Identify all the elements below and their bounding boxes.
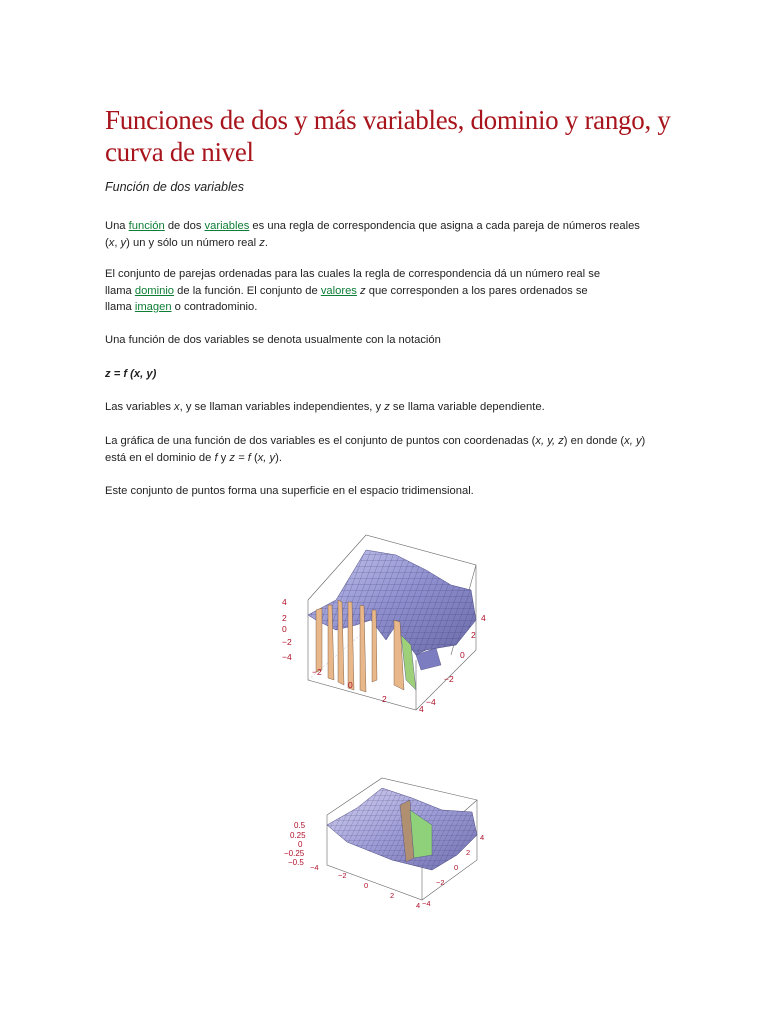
text: llama [105,284,135,297]
z-tick: 0.25 [290,831,306,840]
text: Las variables [105,401,175,413]
link-imagen[interactable]: imagen [134,301,172,313]
z-tick: 0.5 [294,821,306,830]
text: llama [105,301,135,313]
y-tick: 4 [480,833,485,842]
z-tick: −0.5 [288,858,304,867]
x-tick: 0 [348,680,353,690]
text: ) en donde ( [563,435,625,447]
surface-plot-2 [282,770,492,915]
paragraph-graph [105,433,665,466]
formula: z = f (x, y) [105,368,157,380]
text: está en el dominio de [105,451,215,464]
text: que corresponden a los pares ordenados se [365,284,588,297]
text: ) un y sólo un número real [126,236,260,249]
text: El conjunto de parejas ordenadas para las cuales la regla de correspondencia dá un número real se [105,268,601,280]
text: La gráfica de una función de dos variables es el conjunto de puntos con coordenadas ( [105,435,536,447]
text: , [114,236,121,249]
z-tick: −0.25 [284,849,305,858]
y-tick: 0 [460,650,465,660]
y-tick: −2 [444,674,454,684]
var-f: f [214,451,218,464]
z-tick: −4 [282,652,292,662]
surface-plot-1 [276,530,496,720]
text: de dos [164,220,205,232]
x-tick: 4 [416,901,421,910]
y-tick: 2 [466,848,471,857]
y-tick: 0 [454,863,459,872]
z-tick: 4 [282,597,287,607]
section-subtitle: Función de dos variables [105,180,244,194]
coords: x, y [257,451,276,464]
x-tick: −2 [312,667,322,677]
page-title: Funciones de dos y más variables, dominio y rango, y curva de nivel [105,105,671,167]
x-tick: −4 [310,863,319,872]
y-tick: 2 [471,630,476,640]
x-tick: 2 [382,694,387,704]
text: , y se llaman variables independientes, y [179,401,385,413]
link-funcion[interactable]: función [128,220,165,232]
text: Una [105,220,129,232]
link-variables[interactable]: variables [204,220,250,232]
x-tick: 2 [390,891,395,900]
text: ) [641,435,646,447]
link-dominio[interactable]: dominio [134,284,175,297]
x-tick: 0 [364,881,369,890]
text: ( [105,236,109,249]
paragraph-variables [105,399,665,416]
var-z: z [259,236,265,249]
text: ). [275,451,282,464]
text: y [217,451,230,464]
paragraph-definition [105,218,665,251]
x-tick: −2 [338,871,347,880]
text: . [264,236,268,249]
equation: z = f [229,451,251,464]
var-z: z [360,284,366,297]
y-tick: 4 [481,613,486,623]
z-tick: 2 [282,613,287,623]
text: de la función. El conjunto de [174,284,321,297]
text: se llama variable dependiente. [389,401,545,413]
paragraph-surface: Este conjunto de puntos forma una superficie en el espacio tridimensional. [105,485,474,497]
link-valores[interactable]: valores [320,284,357,297]
var-z: z [384,401,390,413]
paragraph-notation: Una función de dos variables se denota usualmente con la notación [105,334,441,346]
y-tick: −2 [436,878,445,887]
var-y: y [120,236,127,249]
x-tick: 4 [419,704,424,714]
z-tick: −2 [282,637,292,647]
var-x: x [108,236,115,249]
y-tick: −4 [426,697,436,707]
var-x: x [174,401,180,413]
paragraph-domain [105,266,665,316]
coords: x, y [624,435,642,447]
text: es una regla de correspondencia que asigna a cada pareja de números reales [249,220,640,232]
coords: x, y, z [535,435,564,447]
y-tick: −4 [422,899,431,908]
z-tick: 0 [298,840,303,849]
text: ( [250,451,258,464]
z-tick: 0 [282,624,287,634]
text: o contradominio. [171,301,258,313]
